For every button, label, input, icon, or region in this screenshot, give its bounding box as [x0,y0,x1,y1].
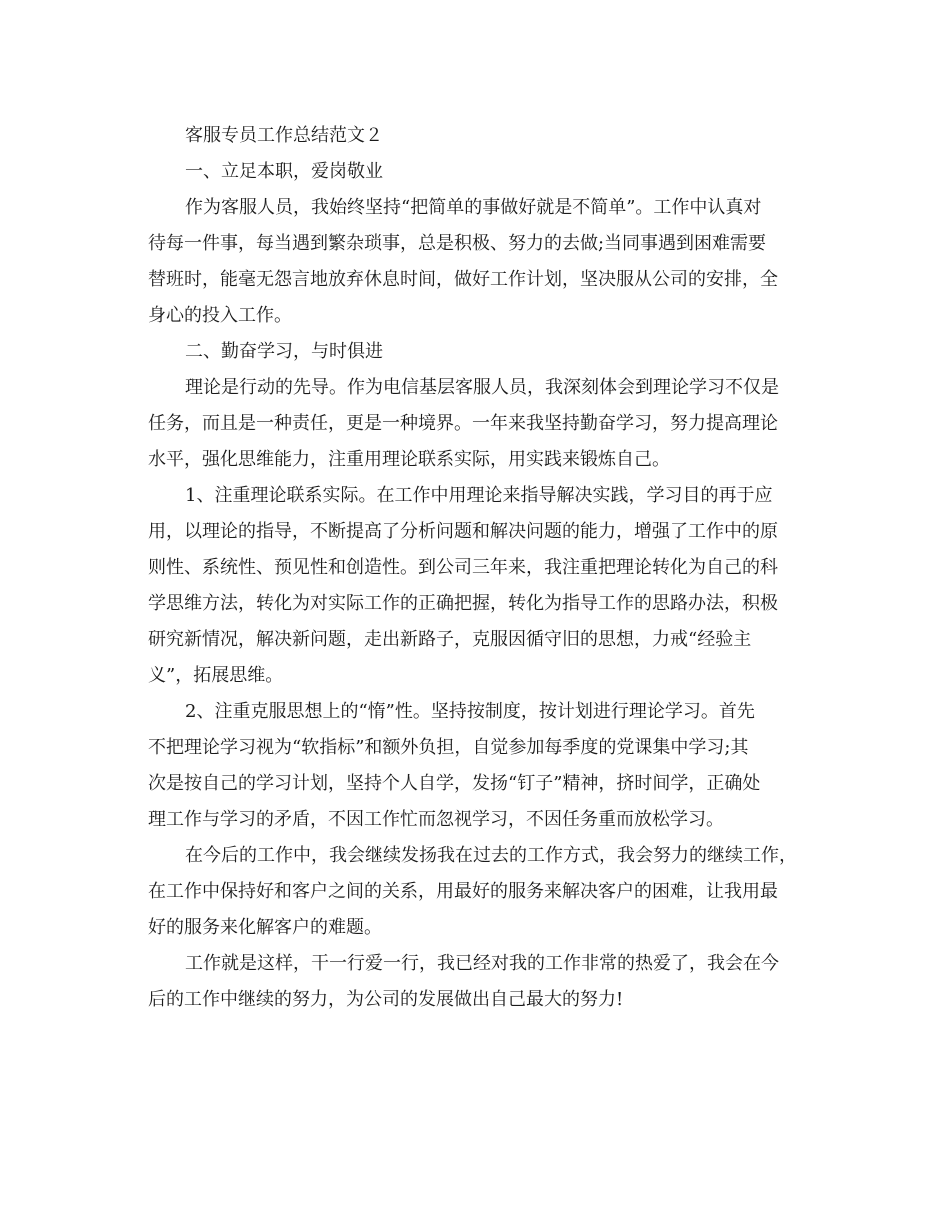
paragraph-list [148,154,808,1018]
text-line: 2、注重克服思想上的“惰”性。坚持按制度，按计划进行理论学习。首先 [185,701,755,722]
text-line: 理论是行动的先导。作为电信基层客服人员，我深刻体会到理论学习不仅是 [185,377,779,398]
text-line: 不把理论学习视为“软指标”和额外负担，自觉参加每季度的党课集中学习;其 [148,737,749,758]
text-line: 水平，强化思维能力，注重用理论联系实际，用实践来锻炼自己。 [148,449,670,470]
text-line: 义”，拓展思维。 [148,665,284,686]
paragraph [148,946,808,1018]
text-line: 在今后的工作中，我会继续发扬我在过去的工作方式，我会努力的继续工作， [185,845,797,866]
text-line: 一、立足本职，爱岗敬业 [185,161,383,182]
text-line: 替班时，能毫无怨言地放弃休息时间，做好工作计划，坚决服从公司的安排，全 [148,269,778,290]
paragraph [148,190,808,334]
text-line: 身心的投入工作。 [148,305,292,326]
text-line: 研究新情况，解决新问题，走出新路子，克服因循守旧的思想，力戒“经验主 [148,629,752,650]
document-title: 客服专员工作总结范文２ [185,125,383,146]
section-heading [148,334,808,370]
text-line: 作为客服人员，我始终坚持“把简单的事做好就是不简单”。工作中认真对 [185,197,762,218]
paragraph [148,370,808,478]
text-line: 待每一件事，每当遇到繁杂琐事，总是积极、努力的去做;当同事遇到困难需要 [148,233,767,254]
text-line: 理工作与学习的矛盾，不因工作忙而忽视学习，不因任务重而放松学习。 [148,809,724,830]
paragraph [148,478,808,694]
text-line: 好的服务来化解客户的难题。 [148,917,382,938]
paragraph [148,694,808,838]
text-line: 任务，而且是一种责任，更是一种境界。一年来我坚持勤奋学习，努力提高理论 [148,413,778,434]
text-line: 学思维方法，转化为对实际工作的正确把握，转化为指导工作的思路办法，积极 [148,593,778,614]
text-line: 工作就是这样，干一行爱一行，我已经对我的工作非常的热爱了，我会在今 [185,953,779,974]
text-line: 1、注重理论联系实际。在工作中用理论来指导解决实践，学习目的再于应 [185,485,773,506]
section-heading [148,154,808,190]
document-body [148,118,808,1018]
text-line: 次是按自己的学习计划，坚持个人自学，发扬“钉子”精神，挤时间学，正确处 [148,773,761,794]
text-line: 用，以理论的指导，不断提高了分析问题和解决问题的能力，增强了工作中的原 [148,521,778,542]
text-line: 则性、系统性、预见性和创造性。到公司三年来，我注重把理论转化为自己的科 [148,557,778,578]
text-line: 二、勤奋学习，与时俱进 [185,341,383,362]
text-line: 在工作中保持好和客户之间的关系，用最好的服务来解决客户的困难，让我用最 [148,881,778,902]
text-line: 后的工作中继续的努力，为公司的发展做出自己最大的努力! [148,989,624,1010]
paragraph [148,838,808,946]
